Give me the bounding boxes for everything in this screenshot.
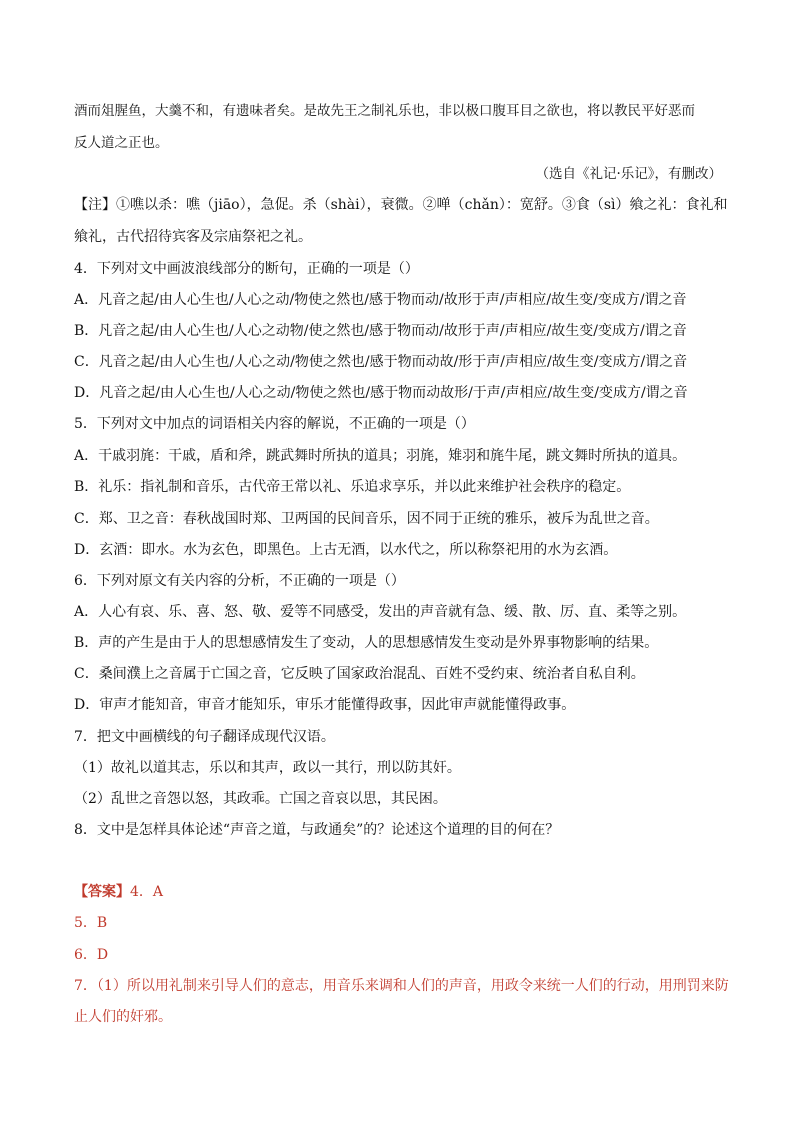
answer-label: 【答案】: [74, 884, 130, 900]
question-5-option-b: B．礼乐：指礼制和音乐，古代帝王常以礼、乐追求享乐，并以此来维护社会秩序的稳定。: [74, 479, 631, 495]
question-5-option-c: C．郑、卫之音：春秋战国时郑、卫两国的民间音乐，因不同于正统的雅乐，被斥为乱世之音。: [74, 511, 659, 527]
answer-line-4: [74, 882, 163, 902]
question-4-option-b: B．凡音之起/由人心生也/人心之动物/使之然也/感于物而动/故形于声/声相应/故生变/变成方/谓之音: [74, 323, 687, 339]
question-6-stem: 6．下列对原文有关内容的分析，不正确的一项是（）: [74, 573, 405, 589]
answer-7-line-2: 止人们的奸邪。: [74, 1009, 172, 1025]
passage-source: （选自《礼记·乐记》，有删改）: [535, 166, 722, 182]
question-6-option-a: A．人心有哀、乐、喜、怒、敬、爱等不同感受，发出的声音就有急、缓、散、厉、直、柔等之别。: [74, 604, 687, 620]
answer-6: 6．D: [74, 947, 109, 963]
answer-4: 4．A: [130, 884, 164, 900]
question-4-option-d: D．凡音之起/由人心生也/人心之动/物使之然也/感于物而动故形/于声/声相应/故生变/变成方/谓之音: [74, 385, 688, 401]
question-7-stem: 7．把文中画横线的句子翻译成现代汉语。: [74, 729, 335, 745]
note-line-1: 【注】①噍以杀：噍（jiāo），急促。杀（shài），衰微。②啴（chǎn）：宽舒。③食（sì）飨之礼：食礼和: [74, 197, 728, 213]
question-4-option-c: C．凡音之起/由人心生也/人心之动/物使之然也/感于物而动故/形于声/声相应/故生变/变成方/谓之音: [74, 354, 688, 370]
question-7-item-2: （2）乱世之音怨以怒，其政乖。亡国之音哀以思，其民困。: [74, 791, 447, 807]
question-4-stem: 4．下列对文中画波浪线部分的断句，正确的一项是（）: [74, 261, 419, 277]
question-5-option-d: D．玄酒：即水。水为玄色，即黑色。上古无酒，以水代之，所以称祭祀用的水为玄酒。: [74, 542, 618, 558]
question-6-option-d: D．审声才能知音，审音才能知乐，审乐才能懂得政事，因此审声就能懂得政事。: [74, 697, 576, 713]
note-line-2: 飨礼，古代招待宾客及宗庙祭祀之礼。: [74, 229, 312, 245]
answer-7-line-1: 7．（1）所以用礼制来引导人们的意志，用音乐来调和人们的声音，用政令来统一人们的行动，用刑罚来防: [74, 978, 729, 994]
question-4-option-a: A．凡音之起/由人心生也/人心之动/物使之然也/感于物而动/故形于声/声相应/故生变/变成方/谓之音: [74, 292, 687, 308]
question-5-option-a: A．干戚羽旄：干戚，盾和斧，跳武舞时所执的道具；羽旄，雉羽和旄牛尾，跳文舞时所执的道具。: [74, 448, 687, 464]
question-7-item-1: （1）故礼以道其志，乐以和其声，政以一其行，刑以防其奸。: [74, 760, 461, 776]
question-6-option-c: C．桑间濮上之音属于亡国之音，它反映了国家政治混乱、百姓不受约束、统治者自私自利。: [74, 666, 645, 682]
passage-line-2: 反人道之正也。: [74, 135, 169, 151]
question-6-option-b: B．声的产生是由于人的思想感情发生了变动，人的思想感情发生变动是外界事物影响的结果。: [74, 635, 659, 651]
answer-5: 5．B: [74, 915, 108, 931]
question-5-stem: 5．下列对文中加点的词语相关内容的解说，不正确的一项是（）: [74, 416, 475, 432]
passage-line-1: 酒而俎腥鱼，大羹不和，有遗味者矣。是故先王之制礼乐也，非以极口腹耳目之欲也，将以教民平好恶而: [74, 103, 695, 119]
question-8-stem: 8．文中是怎样具体论述“声音之道，与政通矣”的？论述这个道理的目的何在？: [74, 822, 560, 838]
